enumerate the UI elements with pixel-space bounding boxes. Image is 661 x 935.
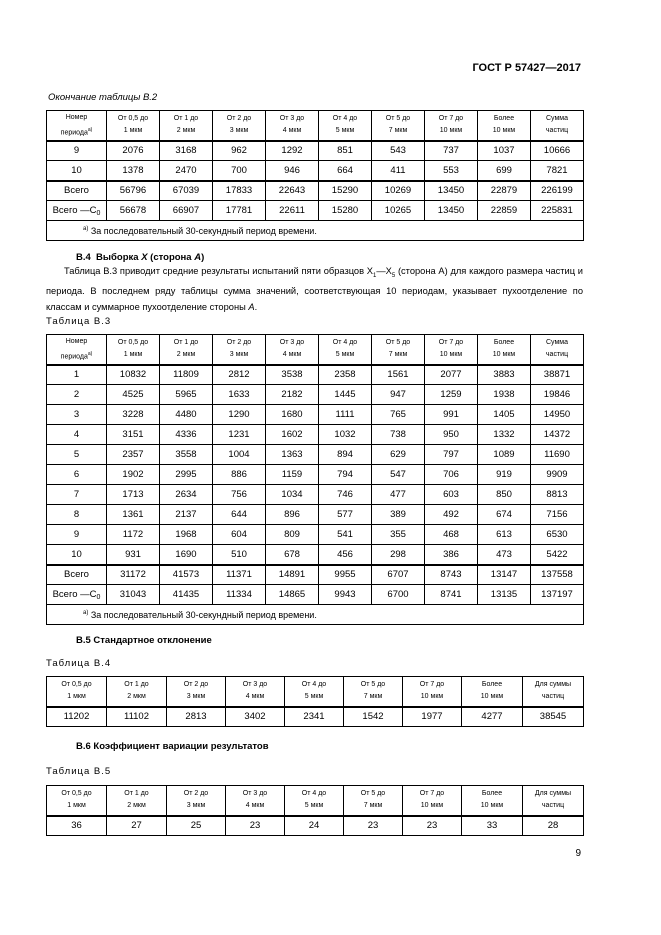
value-cell: 11334 [213, 585, 266, 605]
value-cell: 950 [425, 425, 478, 445]
value-cell: 14891 [266, 565, 319, 585]
value-cell: 2358 [319, 365, 372, 385]
value-cell: 746 [319, 485, 372, 505]
table-row [47, 385, 584, 405]
value-cell: 38871 [531, 365, 584, 385]
value-cell: 17833 [213, 181, 266, 201]
value-cell: 919 [478, 465, 531, 485]
value-cell: 678 [266, 545, 319, 565]
value-cell: 355 [372, 525, 425, 545]
col-header-4-5um: От 4 до 5 мкм [319, 335, 372, 365]
value-cell: 765 [372, 405, 425, 425]
value-cell: 577 [319, 505, 372, 525]
value-cell: 1034 [266, 485, 319, 505]
value-cell: 1713 [107, 485, 160, 505]
value-cell: 22859 [478, 201, 531, 221]
value-cell: 1363 [266, 445, 319, 465]
value-cell: 23 [403, 816, 462, 836]
value-cell: 298 [372, 545, 425, 565]
value-cell: 66907 [160, 201, 213, 221]
row-label-cell: Всего [47, 181, 107, 201]
col-header-3-4um: От 3 до 4 мкм [266, 335, 319, 365]
value-cell: 7821 [531, 161, 584, 181]
value-cell: 9955 [319, 565, 372, 585]
table-b3 [46, 334, 584, 625]
value-cell: 896 [266, 505, 319, 525]
value-cell: 13135 [478, 585, 531, 605]
col-header: Более 10 мкм [462, 677, 523, 707]
row-label-cell: 1 [47, 365, 107, 385]
value-cell: 8741 [425, 585, 478, 605]
value-cell: 411 [372, 161, 425, 181]
row-label-cell: 10 [47, 545, 107, 565]
value-cell: 137197 [531, 585, 584, 605]
col-header-1-2um: От 1 до 2 мкм [160, 335, 213, 365]
value-cell: 946 [266, 161, 319, 181]
value-cell: 1259 [425, 385, 478, 405]
value-cell: 28 [523, 816, 584, 836]
col-header: От 5 до 7 мкм [344, 677, 403, 707]
value-cell: 10265 [372, 201, 425, 221]
value-cell: 11809 [160, 365, 213, 385]
table-b5-label: Таблица В.5 [46, 766, 112, 777]
value-cell: 1902 [107, 465, 160, 485]
col-header: Более 10 мкм [462, 786, 523, 816]
value-cell: 41573 [160, 565, 213, 585]
col-header-3-4um: От 3 до 4 мкм [266, 111, 319, 141]
value-cell: 2341 [285, 707, 344, 727]
table-row [47, 141, 584, 161]
value-cell: 15290 [319, 181, 372, 201]
value-cell: 11371 [213, 565, 266, 585]
col-header: От 3 до 4 мкм [226, 677, 285, 707]
value-cell: 1037 [478, 141, 531, 161]
col-header-5-7um: От 5 до 7 мкм [372, 335, 425, 365]
col-header-0-5-1um: От 0,5 до 1 мкм [107, 335, 160, 365]
value-cell: 809 [266, 525, 319, 545]
value-cell: 664 [319, 161, 372, 181]
value-cell: 4480 [160, 405, 213, 425]
table-row [47, 565, 584, 585]
value-cell: 13450 [425, 201, 478, 221]
value-cell: 1172 [107, 525, 160, 545]
value-cell: 2077 [425, 365, 478, 385]
col-header-5-7um: От 5 до 7 мкм [372, 111, 425, 141]
value-cell: 6707 [372, 565, 425, 585]
value-cell: 4525 [107, 385, 160, 405]
table-row [47, 707, 584, 727]
col-header: Для суммы частиц [523, 677, 584, 707]
value-cell: 9943 [319, 585, 372, 605]
section-b6-title: В.6 Коэффициент вариации результатов [76, 741, 269, 752]
value-cell: 3228 [107, 405, 160, 425]
table-row [47, 181, 584, 201]
table-row [47, 525, 584, 545]
table-row [47, 161, 584, 181]
value-cell: 41435 [160, 585, 213, 605]
value-cell: 3402 [226, 707, 285, 727]
table-row [47, 365, 584, 385]
col-header-over-10um: Более 10 мкм [478, 335, 531, 365]
row-label-cell: 2 [47, 385, 107, 405]
value-cell: 456 [319, 545, 372, 565]
value-cell: 56796 [107, 181, 160, 201]
value-cell: 1405 [478, 405, 531, 425]
col-header-2-3um: От 2 до 3 мкм [213, 111, 266, 141]
value-cell: 1561 [372, 365, 425, 385]
value-cell: 1231 [213, 425, 266, 445]
col-header: От 5 до 7 мкм [344, 786, 403, 816]
value-cell: 737 [425, 141, 478, 161]
value-cell: 1378 [107, 161, 160, 181]
value-cell: 33 [462, 816, 523, 836]
col-header: От 7 до 10 мкм [403, 786, 462, 816]
value-cell: 13147 [478, 565, 531, 585]
value-cell: 2813 [167, 707, 226, 727]
row-label-cell: 8 [47, 505, 107, 525]
value-cell: 2470 [160, 161, 213, 181]
value-cell: 1032 [319, 425, 372, 445]
value-cell: 991 [425, 405, 478, 425]
value-cell: 10666 [531, 141, 584, 161]
row-label-cell: Всего [47, 565, 107, 585]
col-header: От 4 до 5 мкм [285, 677, 344, 707]
value-cell: 3558 [160, 445, 213, 465]
value-cell: 389 [372, 505, 425, 525]
value-cell: 9909 [531, 465, 584, 485]
row-label-cell: Всего $—C_0$ [47, 585, 107, 605]
value-cell: 1977 [403, 707, 462, 727]
row-label-cell: Всего $—C_0$ [47, 201, 107, 221]
value-cell: 699 [478, 161, 531, 181]
value-cell: 4336 [160, 425, 213, 445]
col-header: От 2 до 3 мкм [167, 786, 226, 816]
value-cell: 886 [213, 465, 266, 485]
value-cell: 4277 [462, 707, 523, 727]
value-cell: 1938 [478, 385, 531, 405]
value-cell: 27 [107, 816, 167, 836]
value-cell: 31172 [107, 565, 160, 585]
value-cell: 22643 [266, 181, 319, 201]
col-header-2-3um: От 2 до 3 мкм [213, 335, 266, 365]
value-cell: 386 [425, 545, 478, 565]
col-header: От 7 до 10 мкм [403, 677, 462, 707]
value-cell: 2812 [213, 365, 266, 385]
value-cell: 541 [319, 525, 372, 545]
value-cell: 962 [213, 141, 266, 161]
value-cell: 2357 [107, 445, 160, 465]
value-cell: 706 [425, 465, 478, 485]
col-header: От 1 до 2 мкм [107, 677, 167, 707]
table-row [47, 505, 584, 525]
value-cell: 603 [425, 485, 478, 505]
value-cell: 38545 [523, 707, 584, 727]
value-cell: 23 [344, 816, 403, 836]
value-cell: 543 [372, 141, 425, 161]
col-header-sum: Сумма частиц [531, 111, 584, 141]
value-cell: 756 [213, 485, 266, 505]
value-cell: 1159 [266, 465, 319, 485]
value-cell: 14372 [531, 425, 584, 445]
value-cell: 22879 [478, 181, 531, 201]
value-cell: 468 [425, 525, 478, 545]
col-header-period: Номер периода$^{а)}$ [47, 335, 107, 365]
table-b3-label: Таблица В.3 [46, 316, 112, 327]
col-header-0-5-1um: От 0,5 до 1 мкм [107, 111, 160, 141]
value-cell: 13450 [425, 181, 478, 201]
value-cell: 851 [319, 141, 372, 161]
value-cell: 1004 [213, 445, 266, 465]
value-cell: 947 [372, 385, 425, 405]
value-cell: 14865 [266, 585, 319, 605]
value-cell: 1690 [160, 545, 213, 565]
value-cell: 3168 [160, 141, 213, 161]
col-header-over-10um: Более 10 мкм [478, 111, 531, 141]
value-cell: 11102 [107, 707, 167, 727]
value-cell: 738 [372, 425, 425, 445]
value-cell: 797 [425, 445, 478, 465]
value-cell: 2137 [160, 505, 213, 525]
col-header: От 3 до 4 мкм [226, 786, 285, 816]
value-cell: 674 [478, 505, 531, 525]
value-cell: 1292 [266, 141, 319, 161]
table-row [47, 201, 584, 221]
value-cell: 5422 [531, 545, 584, 565]
col-header: От 1 до 2 мкм [107, 786, 167, 816]
value-cell: 2995 [160, 465, 213, 485]
value-cell: 24 [285, 816, 344, 836]
col-header-sum: Сумма частиц [531, 335, 584, 365]
value-cell: 225831 [531, 201, 584, 221]
col-header-4-5um: От 4 до 5 мкм [319, 111, 372, 141]
value-cell: 1633 [213, 385, 266, 405]
value-cell: 794 [319, 465, 372, 485]
page-number: 9 [575, 848, 581, 859]
value-cell: 2182 [266, 385, 319, 405]
value-cell: 8813 [531, 485, 584, 505]
value-cell: 700 [213, 161, 266, 181]
row-label-cell: 5 [47, 445, 107, 465]
value-cell: 553 [425, 161, 478, 181]
col-header: От 2 до 3 мкм [167, 677, 226, 707]
col-header-1-2um: От 1 до 2 мкм [160, 111, 213, 141]
value-cell: 8743 [425, 565, 478, 585]
col-header: От 4 до 5 мкм [285, 786, 344, 816]
col-header-7-10um: От 7 до 10 мкм [425, 335, 478, 365]
value-cell: 31043 [107, 585, 160, 605]
value-cell: 1290 [213, 405, 266, 425]
value-cell: 1542 [344, 707, 403, 727]
section-b4-paragraph: Таблица В.3 приводит средние результаты испытаний пяти образцов $X_1—X_5$ (сторона А) для каждого размера частиц и периода. В последнем ряду таблицы сумма значений, соответствующая 10 периодам, указывает пухоотделение по классам и суммарное пухоотделение стороны А. [46, 266, 583, 312]
value-cell: 25 [167, 816, 226, 836]
value-cell: 1680 [266, 405, 319, 425]
value-cell: 613 [478, 525, 531, 545]
table-footnote: $^{а)}$ За последовательный 30-секундный период времени. [47, 605, 584, 625]
value-cell: 2076 [107, 141, 160, 161]
value-cell: 22611 [266, 201, 319, 221]
table-row [47, 545, 584, 565]
value-cell: 15280 [319, 201, 372, 221]
value-cell: 6700 [372, 585, 425, 605]
value-cell: 3151 [107, 425, 160, 445]
value-cell: 6530 [531, 525, 584, 545]
row-label-cell: 3 [47, 405, 107, 425]
value-cell: 1602 [266, 425, 319, 445]
value-cell: 5965 [160, 385, 213, 405]
row-label-cell: 10 [47, 161, 107, 181]
table-b4 [46, 676, 584, 727]
table-row [47, 445, 584, 465]
row-label-cell: 9 [47, 141, 107, 161]
value-cell: 10269 [372, 181, 425, 201]
table-row [47, 465, 584, 485]
table-b4-label: Таблица В.4 [46, 658, 112, 669]
value-cell: 2634 [160, 485, 213, 505]
value-cell: 1332 [478, 425, 531, 445]
value-cell: 56678 [107, 201, 160, 221]
table-b5 [46, 785, 584, 836]
value-cell: 1968 [160, 525, 213, 545]
value-cell: 1111 [319, 405, 372, 425]
value-cell: 23 [226, 816, 285, 836]
table-row [47, 425, 584, 445]
table-row [47, 585, 584, 605]
table-row [47, 405, 584, 425]
value-cell: 477 [372, 485, 425, 505]
value-cell: 473 [478, 545, 531, 565]
value-cell: 629 [372, 445, 425, 465]
col-header: Для суммы частиц [523, 786, 584, 816]
row-label-cell: 4 [47, 425, 107, 445]
value-cell: 7156 [531, 505, 584, 525]
value-cell: 11202 [47, 707, 107, 727]
value-cell: 850 [478, 485, 531, 505]
value-cell: 492 [425, 505, 478, 525]
col-header-7-10um: От 7 до 10 мкм [425, 111, 478, 141]
value-cell: 931 [107, 545, 160, 565]
value-cell: 14950 [531, 405, 584, 425]
value-cell: 36 [47, 816, 107, 836]
table-row [47, 485, 584, 505]
value-cell: 604 [213, 525, 266, 545]
row-label-cell: 6 [47, 465, 107, 485]
value-cell: 510 [213, 545, 266, 565]
value-cell: 644 [213, 505, 266, 525]
document-id: ГОСТ Р 57427—2017 [472, 62, 581, 74]
table-row [47, 816, 584, 836]
value-cell: 1089 [478, 445, 531, 465]
value-cell: 17781 [213, 201, 266, 221]
value-cell: 19846 [531, 385, 584, 405]
value-cell: 547 [372, 465, 425, 485]
table-footnote: $^{а)}$ За последовательный 30-секундный период времени. [47, 221, 584, 241]
value-cell: 10832 [107, 365, 160, 385]
value-cell: 226199 [531, 181, 584, 201]
table-b2-caption: Окончание таблицы В.2 [48, 92, 158, 103]
value-cell: 67039 [160, 181, 213, 201]
value-cell: 3538 [266, 365, 319, 385]
col-header: От 0,5 до 1 мкм [47, 677, 107, 707]
section-b4-title: В.4 Выборка X (сторона A) [76, 252, 205, 263]
value-cell: 894 [319, 445, 372, 465]
col-header: От 0,5 до 1 мкм [47, 786, 107, 816]
value-cell: 11690 [531, 445, 584, 465]
value-cell: 3883 [478, 365, 531, 385]
section-b5-title: В.5 Стандартное отклонение [76, 635, 212, 646]
row-label-cell: 9 [47, 525, 107, 545]
value-cell: 1445 [319, 385, 372, 405]
col-header-period: Номер периода$^{а)}$ [47, 111, 107, 141]
value-cell: 1361 [107, 505, 160, 525]
table-b2-end [46, 110, 584, 241]
row-label-cell: 7 [47, 485, 107, 505]
value-cell: 137558 [531, 565, 584, 585]
